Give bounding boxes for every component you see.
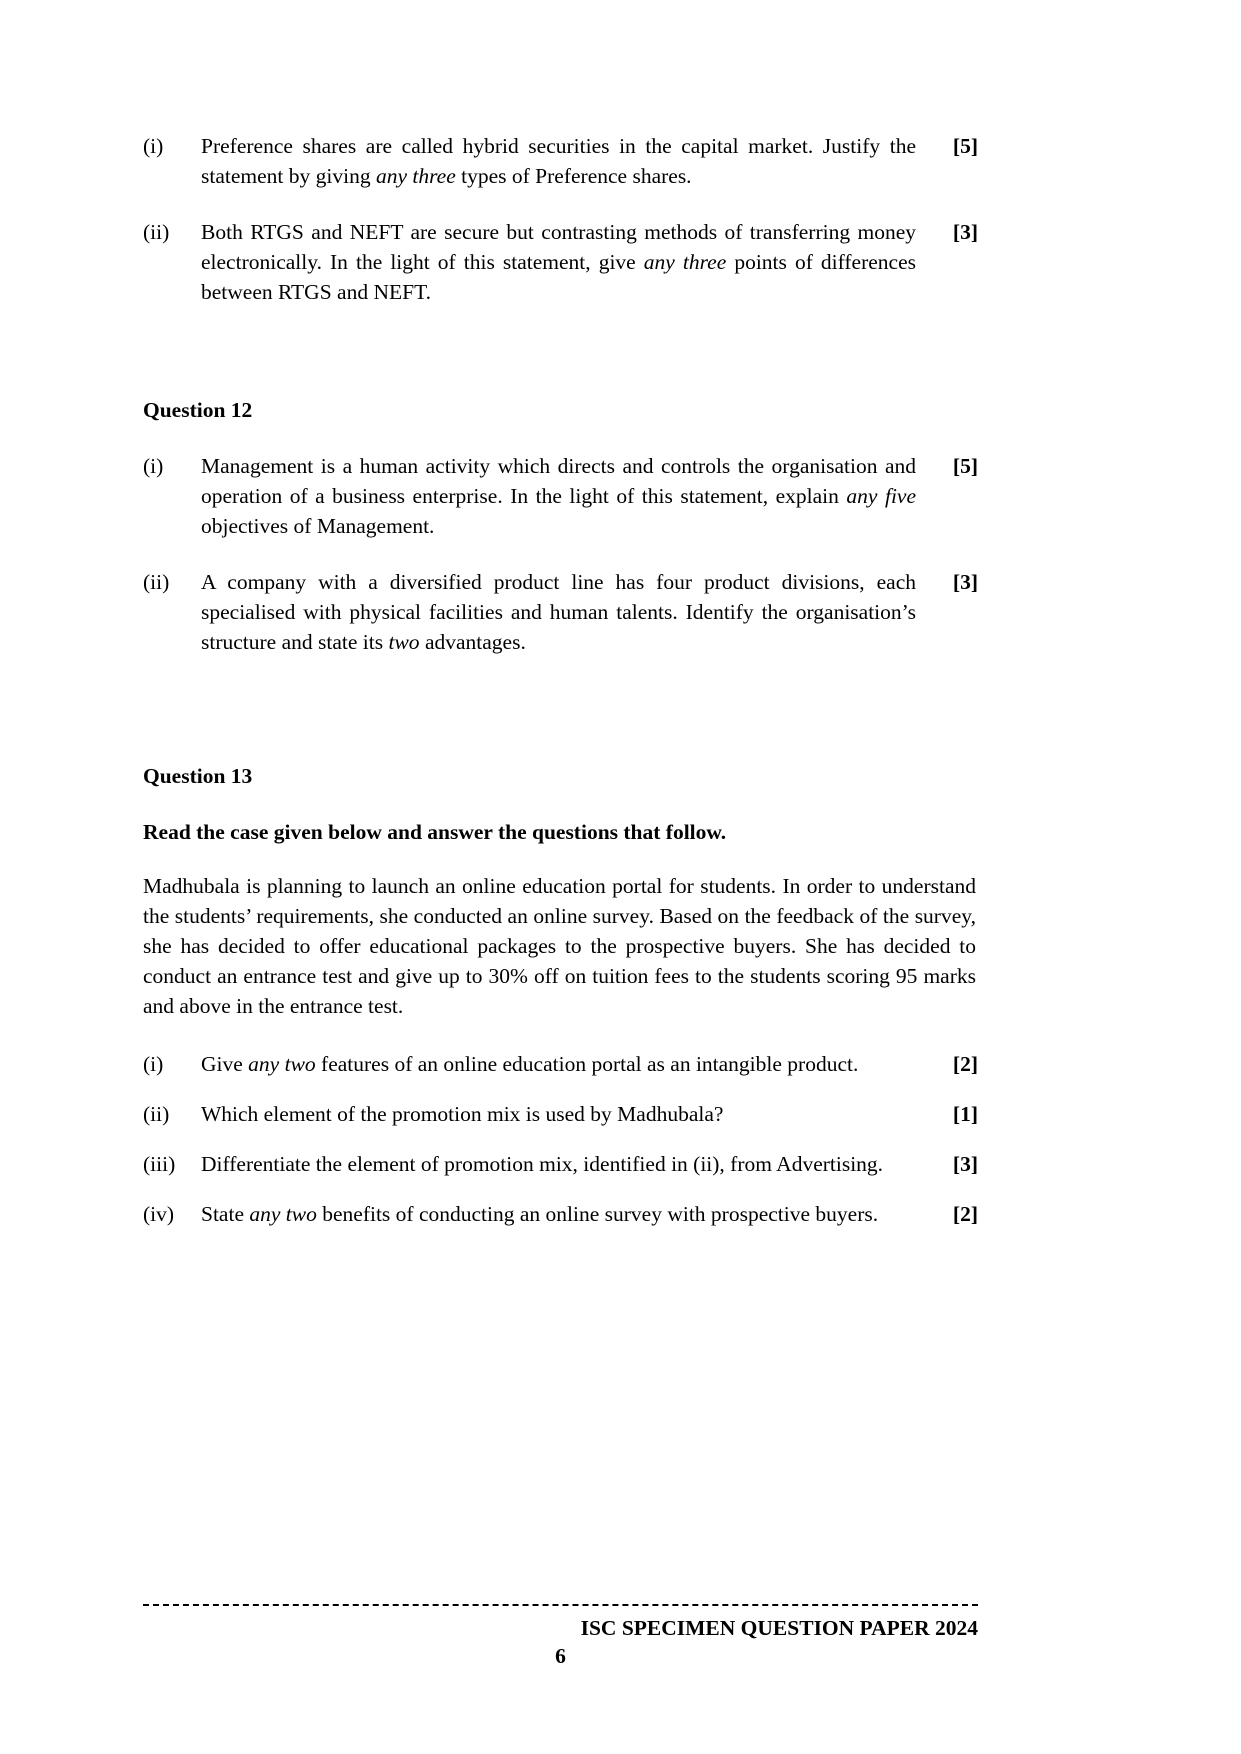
- item-roman-numeral: (i): [143, 1052, 164, 1076]
- question-item: [143, 1049, 978, 1079]
- item-roman-numeral: (ii): [143, 570, 170, 594]
- continued-items-group: [143, 131, 978, 307]
- item-marks: [3]: [952, 220, 978, 244]
- case-paragraph: Madhubala is planning to launch an online education portal for students. In order to understand the students’ requirements, she conducted an online survey. Based on the feedback of the survey, she has decided to offer educational packages to the prospective buyers. She has decided to conduct an entrance test and give up to 30% off on tuition fees to the students scoring 95 marks and above in the entrance test.: [143, 874, 976, 1018]
- item-marks: [5]: [952, 454, 978, 478]
- item-marks: [5]: [952, 134, 978, 158]
- page-footer: [143, 1604, 978, 1669]
- question-item: [143, 451, 978, 541]
- item-text: Both RTGS and NEFT are secure but contrasting methods of transferring money electronically. In the light of this statement, give any three points of differences between RTGS and NEFT.: [201, 220, 917, 304]
- question-item: [143, 131, 978, 191]
- question-13-heading: Question 13: [143, 764, 253, 788]
- page-content: [143, 131, 978, 1249]
- item-text: Give any two features of an online education portal as an intangible product.: [201, 1052, 859, 1076]
- item-text: Management is a human activity which directs and controls the organisation and operation of a business enterprise. In the light of this statement, explain any five objectives of Management.: [201, 454, 917, 538]
- question-item: [143, 567, 978, 657]
- item-marks: [2]: [952, 1052, 978, 1076]
- question-item: [143, 1149, 978, 1179]
- section-spacer: [143, 683, 978, 761]
- section-spacer: [143, 333, 978, 395]
- item-text: Differentiate the element of promotion mix, identified in (ii), from Advertising.: [201, 1152, 884, 1176]
- page-number: 6: [555, 1644, 566, 1668]
- question-13-block: [143, 761, 978, 1229]
- item-roman-numeral: (ii): [143, 1102, 170, 1126]
- item-roman-numeral: (iii): [143, 1152, 176, 1176]
- item-marks: [3]: [952, 1152, 978, 1176]
- question-item: [143, 217, 978, 307]
- item-text: A company with a diversified product line has four product divisions, each specialised with physical facilities and human talents. Identify the organisation’s structure and state its two advantages.: [201, 570, 916, 654]
- question-12-heading: Question 12: [143, 398, 253, 422]
- item-marks: [3]: [952, 570, 978, 594]
- case-instruction: Read the case given below and answer the questions that follow.: [143, 820, 727, 844]
- question-12-block: [143, 395, 978, 657]
- item-roman-numeral: (i): [143, 454, 164, 478]
- question-item: [143, 1199, 978, 1229]
- item-marks: [1]: [952, 1102, 978, 1126]
- item-roman-numeral: (i): [143, 134, 164, 158]
- item-text: Preference shares are called hybrid securities in the capital market. Justify the statement by giving any three types of Preference shares.: [201, 134, 916, 188]
- item-text: State any two benefits of conducting an online survey with prospective buyers.: [201, 1202, 879, 1226]
- item-roman-numeral: (iv): [143, 1202, 175, 1226]
- footer-title: ISC SPECIMEN QUESTION PAPER 2024: [580, 1616, 978, 1640]
- item-roman-numeral: (ii): [143, 220, 170, 244]
- footer-divider: [143, 1604, 978, 1606]
- question-item: [143, 1099, 978, 1129]
- item-marks: [2]: [952, 1202, 978, 1226]
- item-text: Which element of the promotion mix is used by Madhubala?: [201, 1102, 724, 1126]
